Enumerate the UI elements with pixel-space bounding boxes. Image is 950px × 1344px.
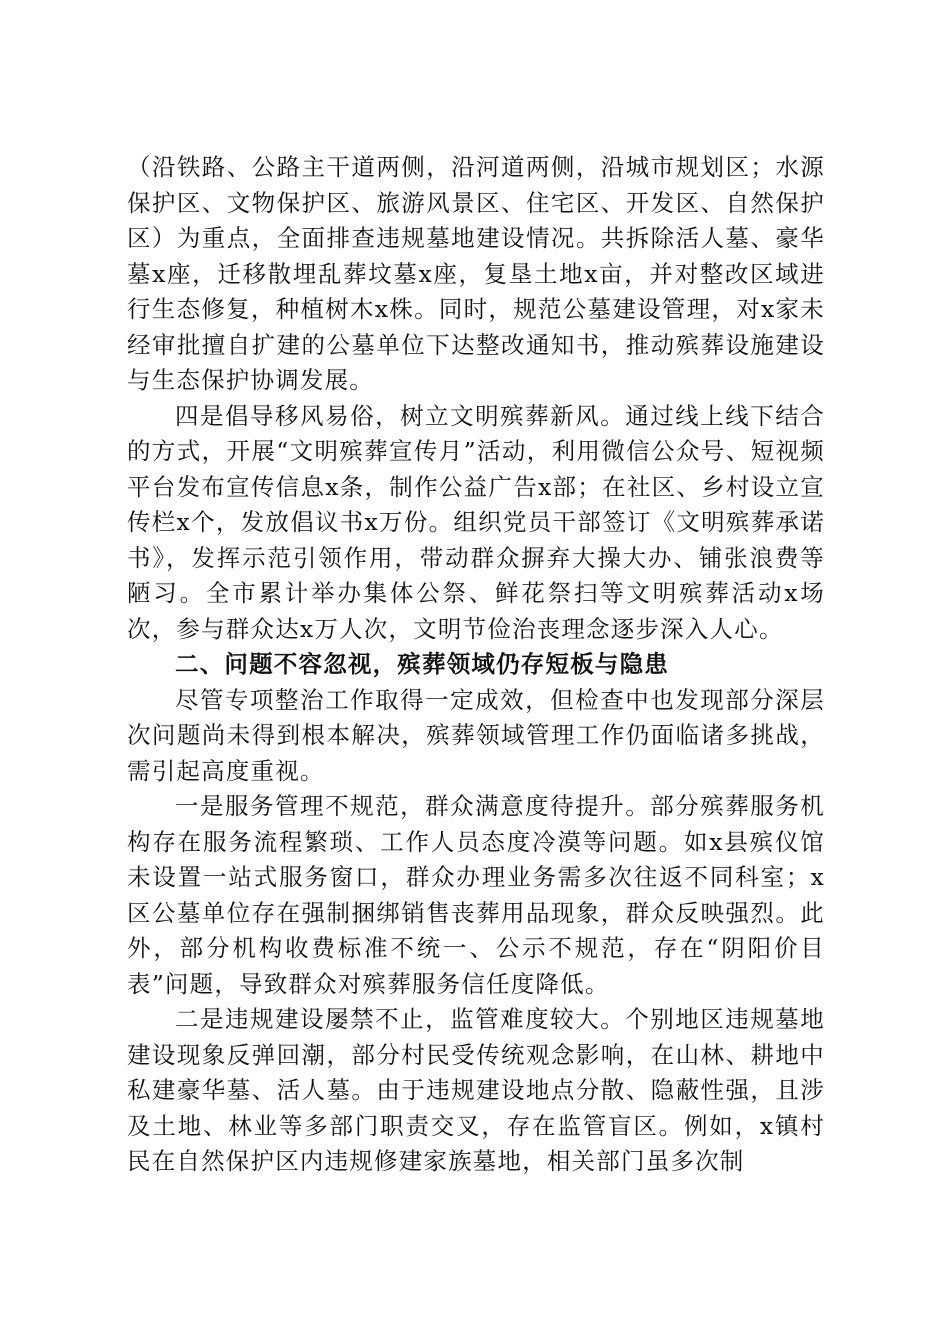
paragraph-continuation: （沿铁路、公路主干道两侧，沿河道两侧，沿城市规划区；水源保护区、文物保护区、旅游风景区、住宅区、开发区、自然保护区）为重点，全面排查违规墓地建设情况。共拆除活人墓、豪华墓x座，迁移散埋乱葬坟墓x座，复垦土地x亩，并对整改区域进行生态修复，种植树木x株。同时，规范公墓建设管理，对x家未经审批擅自扩建的公墓单位下达整改通知书，推动殡葬设施建设与生态保护协调发展。 [127,153,825,394]
paragraph-issue-two: 二是违规建设屡禁不止，监管难度较大。个别地区违规墓地建设现象反弹回潮，部分村民受传统观念影响，在山林、耕地中私建豪华墓、活人墓。由于违规建设地点分散、隐蔽性强，且涉及土地、林业等多部门职责交叉，存在监管盲区。例如，x镇村民在自然保护区内违规修建家族墓地，相关部门虽多次制 [127,1005,825,1175]
paragraph-point-four: 四是倡导移风易俗，树立文明殡葬新风。通过线上线下结合的方式，开展“文明殡葬宣传月”活动，利用微信公众号、短视频平台发布宣传信息x条，制作公益广告x部；在社区、乡村设立宣传栏x个，发放倡议书x万份。组织党员干部签订《文明殡葬承诺书》，发挥示范引领作用，带动群众摒弃大操大办、铺张浪费等陋习。全市累计举办集体公祭、鲜花祭扫等文明殡葬活动x场次，参与群众达x万人次，文明节俭治丧理念逐步深入人心。 [127,401,825,643]
document-body [127,150,825,1180]
paragraph-section-intro: 尽管专项整治工作取得一定成效，但检查中也发现部分深层次问题尚未得到根本解决，殡葬领域管理工作仍面临诸多挑战，需引起高度重视。 [127,685,825,785]
section-heading-two: 二、问题不容忽视，殡葬领域仍存短板与隐患 [175,650,669,678]
paragraph-issue-one: 一是服务管理不规范，群众满意度待提升。部分殡葬服务机构存在服务流程繁琐、工作人员态度冷漠等问题。如x县殡仪馆未设置一站式服务窗口，群众办理业务需多次往返不同科室；x区公墓单位存在强制捆绑销售丧葬用品现象，群众反映强烈。此外，部分机构收费标准不统一、公示不规范，存在“阴阳价目表”问题，导致群众对殡葬服务信任度降低。 [127,792,825,998]
